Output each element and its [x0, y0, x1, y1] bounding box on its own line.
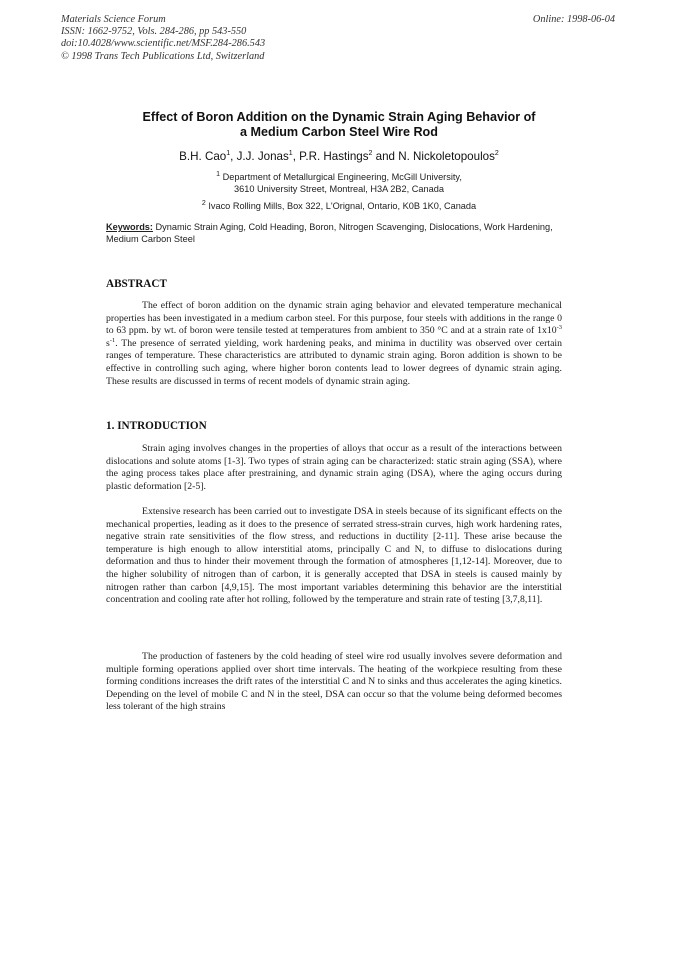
author-separator: ,	[292, 150, 300, 163]
affiliation-number: 2	[201, 199, 206, 207]
abstract-heading: ABSTRACT	[106, 278, 167, 290]
title-line: a Medium Carbon Steel Wire Rod	[240, 125, 438, 140]
abstract-text: The effect of boron addition on the dynamic strain aging behavior and elevated temperature mechanical properties has been investigated in a medium carbon steel. For this purpose, four steels with additions in the range 0 to 63 ppm. by wt. of boron were tensile tested at temperatures from ambient to 350 °C and at a strain rate of $1x10^{-3}$ $s^{-1}$. The presence of serrated yielding, work hardening peaks, and minima in ductility was observed over certain ranges of temperature. These characteristics are attributed to dynamic strain aging. Boron addition is shown to be effective in controlling such aging, where higher boron contents lead to lower degrees of dynamic strain aging. These results are discussed in terms of recent models of dynamic strain aging.	[106, 300, 562, 387]
paper-title	[80, 110, 598, 140]
author-list	[80, 150, 598, 163]
affiliation-marker: 1	[288, 150, 293, 158]
author-separator: and	[372, 150, 399, 163]
issn-line: ISSN: 1662-9752, Vols. 284-286, pp 543-550	[61, 26, 247, 38]
author-name: N. Nickoletopoulos	[398, 150, 495, 163]
copyright-line: © 1998 Trans Tech Publications Ltd, Switzerland	[61, 50, 265, 62]
author-separator: ,	[230, 150, 237, 163]
affiliation-line: Ivaco Rolling Mills, Box 322, L'Orignal, Ontario, K0B 1K0, Canada	[208, 201, 477, 211]
doi-line[interactable]: doi:10.4028/www.scientific.net/MSF.284-286.543	[61, 38, 266, 50]
affiliation-line: 3610 University Street, Montreal, H3A 2B2, Canada	[234, 183, 444, 194]
title-line: Effect of Boron Addition on the Dynamic Strain Aging Behavior of	[142, 110, 536, 124]
citation-header	[61, 14, 481, 63]
affiliation-2	[80, 201, 598, 213]
journal-name: Materials Science Forum	[61, 14, 166, 25]
affiliation-marker: 2	[494, 150, 499, 158]
keywords-text: Dynamic Strain Aging, Cold Heading, Boron, Nitrogen Scavenging, Dislocations, Work Hardening, Medium Carbon Steel	[106, 222, 553, 244]
author-name: P.R. Hastings	[299, 150, 369, 163]
affiliation-number: 1	[216, 170, 221, 178]
body-paragraph: Extensive research has been carried out to investigate DSA in steels because of its significant effects on the mechanical properties, leading as it does to the presence of serrated stress-strain curves, high work hardening rates, negative strain rate sensitivities of the flow stress, and reductions in ductility [2-11]. These arise because the temperature is high enough to allow interstitial atoms, principally C and N, to diffuse to dislocations during deformation and thus to hinder their movement through the formation of atmospheres [1,12-14]. Moreover, due to the higher solubility of nitrogen than of carbon, it is generally accepted that DSA in steels is caused mainly by nitrogen rather than carbon [4,9,15]. The most important variables determining this behavior are the interstitial concentration and cooling rate after hot rolling, followed by the temperature and strain rate of testing [3,7,8,11].	[106, 506, 562, 606]
affiliation-marker: 2	[368, 150, 373, 158]
author-name: J.J. Jonas	[236, 150, 289, 163]
affiliation-line: Department of Metallurgical Engineering, McGill University,	[222, 172, 462, 182]
body-paragraph: Strain aging involves changes in the properties of alloys that occur as a result of the interactions between dislocations and solute atoms [1-3]. Two types of strain aging can be characterized: static strain aging (SSA), where the aging process takes place after prestraining, and dynamic strain aging (DSA), where the aging occurs during plastic deformation [2-5].	[106, 443, 562, 492]
affiliation-marker: 1	[226, 150, 231, 158]
author-name: B.H. Cao	[179, 150, 227, 163]
body-paragraph: The production of fasteners by the cold heading of steel wire rod usually involves severe deformation and multiple forming operations applied over short time intervals. The heating of the workpiece resulting from these forming conditions increases the drift rates of the interstitial C and N to sinks and thus accelerates the aging kinetics. Depending on the level of mobile C and N in the steel, DSA can occur so that the volume being deformed becomes less tolerant of the high strains	[106, 651, 562, 713]
affiliation-1	[80, 172, 598, 195]
keywords-label: Keywords:	[106, 222, 153, 232]
section-heading-introduction: 1. INTRODUCTION	[106, 420, 207, 432]
keywords	[106, 222, 560, 246]
online-date: Online: 1998-06-04	[532, 14, 615, 25]
